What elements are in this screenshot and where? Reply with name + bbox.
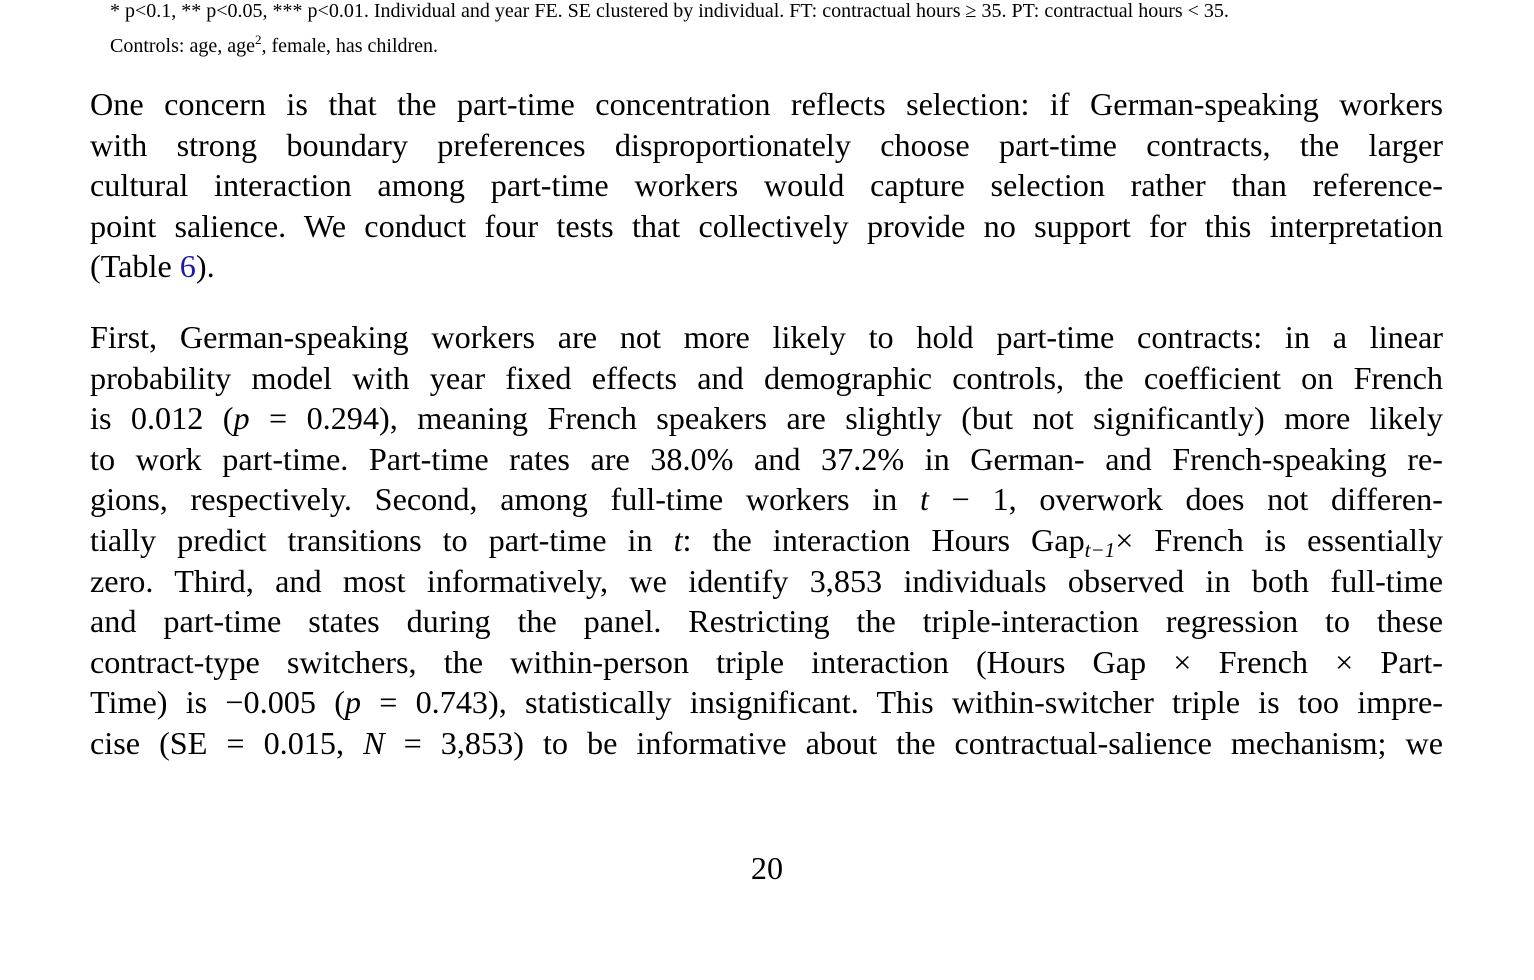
paragraph-line: with strong boundary preferences disproportionately choose part-time contracts, the larger (90, 126, 1443, 163)
footnote-controls-line (110, 29, 1430, 64)
text-span: = 0.743), statistically insignificant. This within-switcher triple is too impre- (361, 684, 1444, 721)
paragraph-line: cultural interaction among part-time workers would capture selection rather than reference- (90, 167, 1443, 204)
text-span: (Table (90, 248, 180, 285)
footnote-controls-suffix: , female, has children. (261, 35, 439, 57)
paragraph-line (90, 682, 1443, 723)
paragraph-line: zero. Third, and most informatively, we identify 3,853 individuals observed in both full-time (90, 562, 1443, 599)
paragraph-line: point salience. We conduct four tests that collectively provide no support for this interpretation (90, 207, 1443, 244)
footnote-significance-line: * p<0.1, ** p<0.05, *** p<0.01. Individual and year FE. SE clustered by individual. FT: contractual hours ≥ 35. PT: contractual hours < 35. (110, 0, 1229, 22)
text-span: = 3,853) to be informative about the contractual-salience mechanism; we (384, 724, 1443, 761)
text-span: cise (SE = 0.015, (90, 724, 364, 761)
text-span: − 1, overwork does not differen- (928, 481, 1443, 518)
math-variable-t: t (920, 481, 929, 518)
paragraph-line (90, 398, 1443, 439)
math-variable-p: p (344, 684, 362, 721)
paragraph-line: First, German-speaking workers are not more likely to hold part-time contracts: in a linear (90, 319, 1443, 355)
paragraph-four-tests (90, 317, 1443, 764)
text-span: tially predict transitions to part-time in (90, 521, 674, 558)
footnote-controls-superscript: 2 (254, 32, 262, 47)
paragraph-line: probability model with year fixed effects and demographic controls, the coefficient on French (90, 359, 1443, 396)
text-span: : the interaction Hours Gap (682, 521, 1085, 558)
text-span: = 0.294), meaning French speakers are slightly (but not significantly) more likely (249, 400, 1443, 437)
paragraph-line (90, 520, 1443, 561)
math-variable-n: N (363, 724, 385, 761)
paragraph-line: to work part-time. Part-time rates are 38.0% and 37.2% in German- and French-speaking re- (90, 440, 1443, 477)
text-span: is 0.012 ( (90, 400, 234, 437)
page-number: 20 (750, 850, 784, 886)
text-span: gions, respectively. Second, among full-time workers in (90, 481, 920, 518)
footnote-controls-prefix: Controls: age, age (110, 35, 255, 57)
paragraph-line: contract-type switchers, the within-person triple interaction (Hours Gap × French × Part- (90, 643, 1443, 680)
math-subscript: t−1 (1084, 537, 1116, 562)
paragraph-line: One concern is that the part-time concentration reflects selection: if German-speaking workers (90, 86, 1443, 122)
text-span: × French is essentially (1115, 521, 1444, 558)
paragraph-line (90, 246, 1443, 287)
math-variable-p: p (233, 400, 250, 437)
table-reference-link[interactable]: 6 (179, 248, 196, 285)
paragraph-line: and part-time states during the panel. Restricting the triple-interaction regression to these (90, 603, 1443, 640)
math-variable-t: t (673, 521, 683, 558)
paragraph-line (90, 723, 1443, 764)
text-span: ). (195, 248, 215, 285)
table-footnote (110, 0, 1430, 64)
text-span: Time) is −0.005 ( (90, 684, 345, 721)
paragraph-selection-concern (90, 84, 1443, 287)
paragraph-line (90, 479, 1443, 520)
